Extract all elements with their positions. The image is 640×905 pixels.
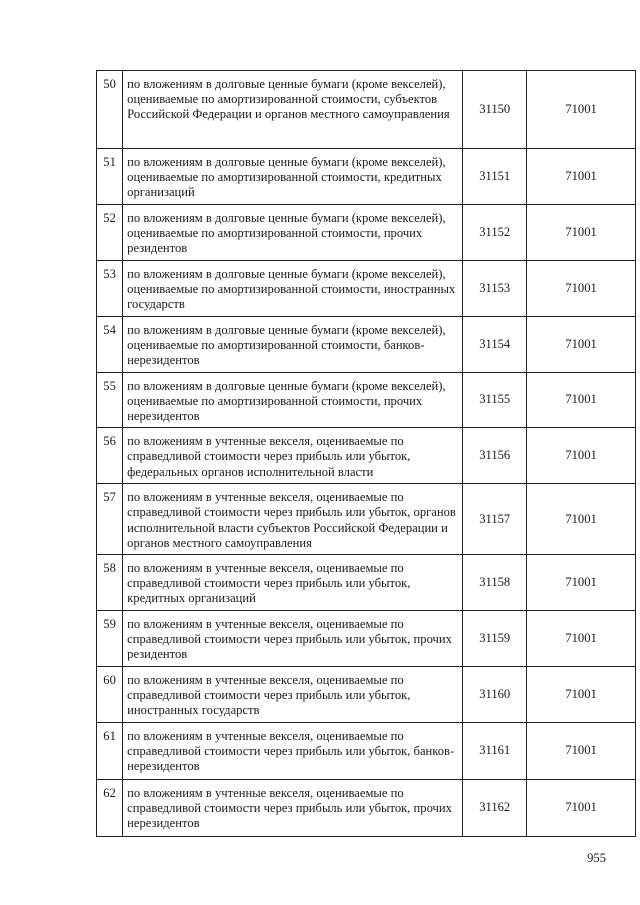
row-number: 58 (97, 555, 123, 611)
table-row (97, 428, 636, 484)
row-account-code: 31150 (463, 71, 527, 149)
row-number: 62 (97, 780, 123, 837)
table-row (97, 723, 636, 780)
table-row (97, 484, 636, 555)
row-description: по вложениям в долговые ценные бумаги (кроме векселей), оцениваемые по амортизированной стоимости, прочих нерезидентов (123, 372, 463, 428)
row-symbol-code: 71001 (527, 484, 636, 555)
table-row (97, 316, 636, 372)
row-symbol-code: 71001 (527, 149, 636, 205)
row-number: 52 (97, 204, 123, 260)
row-description: по вложениям в учтенные векселя, оцениваемые по справедливой стоимости через прибыль или убыток, прочих резидентов (123, 611, 463, 667)
row-description: по вложениям в долговые ценные бумаги (кроме векселей), оцениваемые по амортизированной стоимости, кредитных организаций (123, 149, 463, 205)
row-account-code: 31151 (463, 149, 527, 205)
table-row (97, 555, 636, 611)
row-description: по вложениям в учтенные векселя, оцениваемые по справедливой стоимости через прибыль или убыток, кредитных организаций (123, 555, 463, 611)
row-account-code: 31160 (463, 667, 527, 723)
row-account-code: 31155 (463, 372, 527, 428)
account-table (96, 70, 636, 837)
row-symbol-code: 71001 (527, 71, 636, 149)
table-row (97, 149, 636, 205)
table-row (97, 611, 636, 667)
row-number: 60 (97, 667, 123, 723)
row-symbol-code: 71001 (527, 723, 636, 780)
row-number: 56 (97, 428, 123, 484)
row-number: 55 (97, 372, 123, 428)
row-number: 59 (97, 611, 123, 667)
row-number: 53 (97, 260, 123, 316)
row-description: по вложениям в учтенные векселя, оцениваемые по справедливой стоимости через прибыль или убыток, органов исполнительной власти субъектов Российской Федерации и органов местного самоуправления (123, 484, 463, 555)
page-number: 955 (587, 851, 606, 865)
row-symbol-code: 71001 (527, 372, 636, 428)
row-symbol-code: 71001 (527, 260, 636, 316)
row-symbol-code: 71001 (527, 428, 636, 484)
row-account-code: 31162 (463, 780, 527, 837)
table-row (97, 204, 636, 260)
table-row (97, 260, 636, 316)
row-symbol-code: 71001 (527, 667, 636, 723)
row-symbol-code: 71001 (527, 555, 636, 611)
row-number: 50 (97, 71, 123, 149)
row-symbol-code: 71001 (527, 204, 636, 260)
row-account-code: 31152 (463, 204, 527, 260)
row-account-code: 31158 (463, 555, 527, 611)
row-account-code: 31157 (463, 484, 527, 555)
row-number: 51 (97, 149, 123, 205)
row-symbol-code: 71001 (527, 780, 636, 837)
row-description: по вложениям в долговые ценные бумаги (кроме векселей), оцениваемые по амортизированной стоимости, иностранных государств (123, 260, 463, 316)
row-description: по вложениям в долговые ценные бумаги (кроме векселей), оцениваемые по амортизированной стоимости, прочих резидентов (123, 204, 463, 260)
table-row (97, 780, 636, 837)
table-row (97, 71, 636, 149)
account-table-body (97, 71, 636, 837)
table-row (97, 667, 636, 723)
row-number: 57 (97, 484, 123, 555)
row-description: по вложениям в долговые ценные бумаги (кроме векселей), оцениваемые по амортизированной стоимости, банков-нерезидентов (123, 316, 463, 372)
row-symbol-code: 71001 (527, 611, 636, 667)
row-description: по вложениям в долговые ценные бумаги (кроме векселей), оцениваемые по амортизированной стоимости, субъектов Российской Федерации и органов местного самоуправления (123, 71, 463, 149)
row-number: 61 (97, 723, 123, 780)
row-account-code: 31156 (463, 428, 527, 484)
row-account-code: 31159 (463, 611, 527, 667)
row-account-code: 31154 (463, 316, 527, 372)
table-row (97, 372, 636, 428)
row-description: по вложениям в учтенные векселя, оцениваемые по справедливой стоимости через прибыль или убыток, федеральных органов исполнительной власти (123, 428, 463, 484)
row-account-code: 31153 (463, 260, 527, 316)
row-description: по вложениям в учтенные векселя, оцениваемые по справедливой стоимости через прибыль или убыток, иностранных государств (123, 667, 463, 723)
row-description: по вложениям в учтенные векселя, оцениваемые по справедливой стоимости через прибыль или убыток, прочих нерезидентов (123, 780, 463, 837)
row-account-code: 31161 (463, 723, 527, 780)
row-number: 54 (97, 316, 123, 372)
row-symbol-code: 71001 (527, 316, 636, 372)
row-description: по вложениям в учтенные векселя, оцениваемые по справедливой стоимости через прибыль или убыток, банков-нерезидентов (123, 723, 463, 780)
